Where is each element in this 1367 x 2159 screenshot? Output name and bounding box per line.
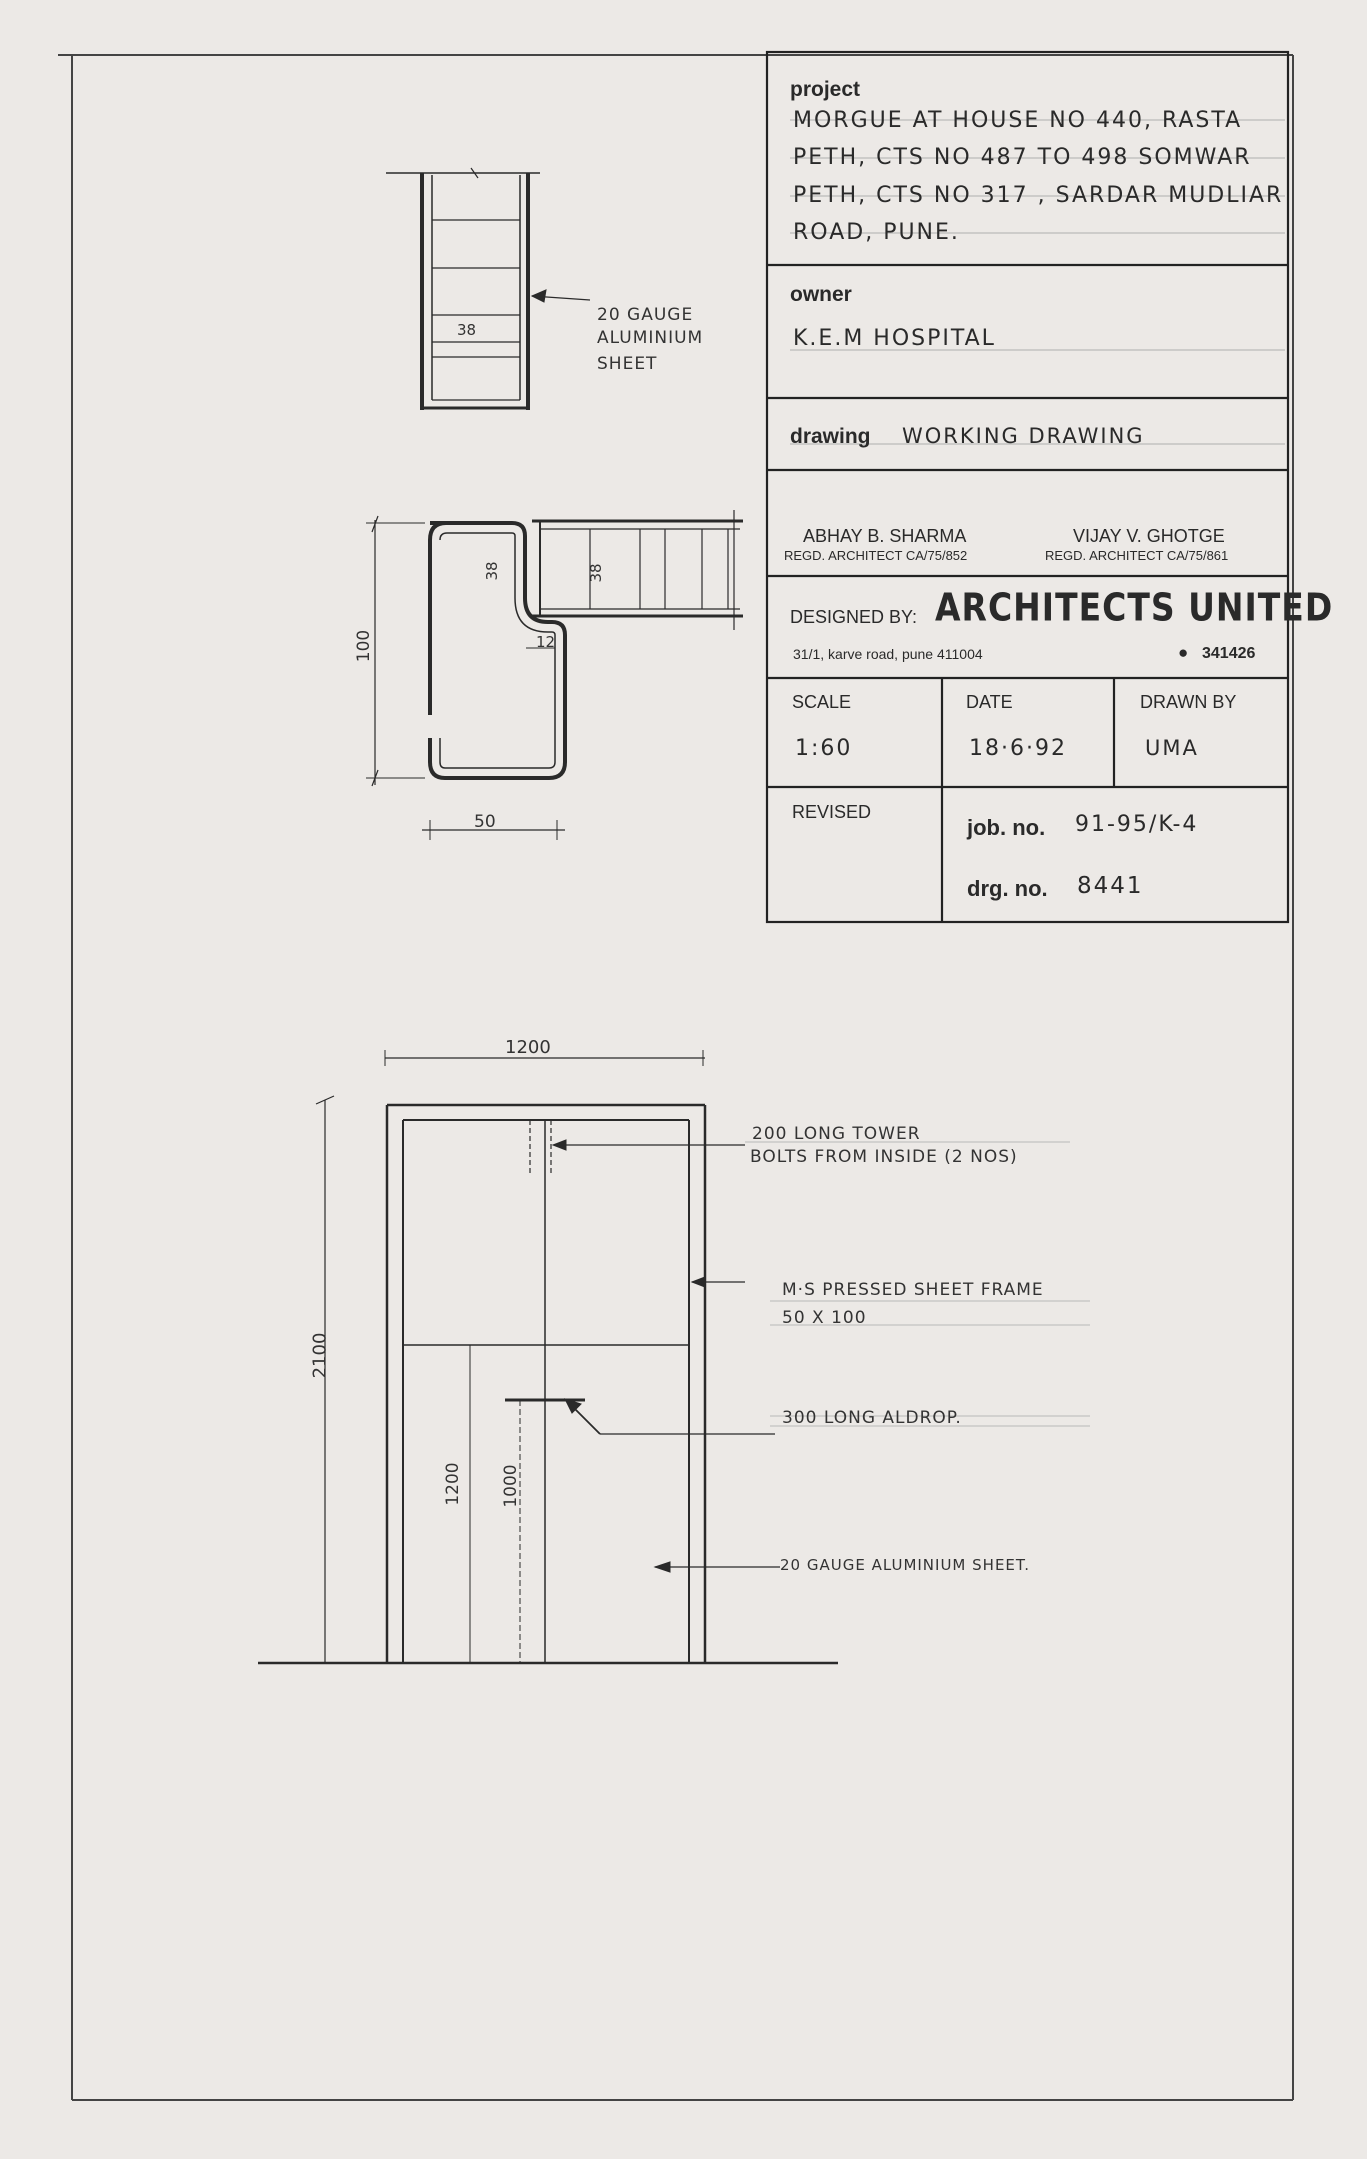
revised-label: REVISED [792,802,872,822]
scale-value: 1:60 [795,736,853,761]
project-line-3: PETH, CTS NO 317 , SARDAR MUDLIAR [793,183,1284,208]
firm-phone: 341426 [1202,645,1256,662]
sheet-section-detail [386,168,590,410]
project-line-1: MORGUE AT HOUSE NO 440, RASTA [793,108,1243,133]
elevation-dim-1200: 1200 [443,1462,463,1506]
frame-detail [366,510,743,840]
note-frame-line-2: 50 X 100 [782,1308,867,1328]
phone-icon: ● [1178,643,1189,662]
drawing-value: WORKING DRAWING [902,424,1145,448]
note-aluminium-sheet: 20 GAUGE ALUMINIUM SHEET. [780,1556,1031,1574]
project-line-4: ROAD, PUNE. [793,220,960,245]
architect-1-name: ABHAY B. SHARMA [803,526,967,546]
elevation-dim-1000: 1000 [501,1464,521,1508]
firm-address: 31/1, karve road, pune 411004 [793,646,983,662]
elevation-dim-height: 2100 [309,1332,331,1379]
sheet-border [58,55,1293,2100]
job-no-label: job. no. [967,815,1046,840]
frame-dim-12: 12 [536,633,556,651]
architect-2-reg: REGD. ARCHITECT CA/75/861 [1045,548,1229,563]
frame-dim-width: 50 [474,812,496,832]
date-label: DATE [966,692,1013,712]
drawn-by-value: UMA [1145,736,1199,760]
project-label: project [790,78,861,101]
section-note-line-3: SHEET [597,354,658,374]
owner-label: owner [790,283,852,306]
date-value: 18·6·92 [969,736,1067,761]
note-aldrop: 300 LONG ALDROP. [782,1408,962,1428]
section-note-line-2: ALUMINIUM [597,328,704,348]
note-frame-line-1: M·S PRESSED SHEET FRAME [782,1280,1044,1300]
frame-dim-38-left: 38 [483,561,501,581]
architect-2-name: VIJAY V. GHOTGE [1073,526,1225,546]
frame-dim-height: 100 [354,629,374,663]
section-dim-38: 38 [457,321,477,339]
project-line-2: PETH, CTS NO 487 TO 498 SOMWAR [793,145,1252,170]
job-no-value: 91-95/K-4 [1075,812,1199,837]
note-bolts-line-2: BOLTS FROM INSIDE (2 NOS) [750,1147,1018,1167]
note-bolts-line-1: 200 LONG TOWER [752,1124,921,1144]
frame-dim-38-right: 38 [587,563,605,583]
architect-1-reg: REGD. ARCHITECT CA/75/852 [784,548,968,563]
elevation-dim-width: 1200 [505,1037,551,1058]
designed-by-label: DESIGNED BY: [790,607,918,627]
firm-name: ARCHITECTS UNITED [935,585,1334,630]
scale-label: SCALE [792,692,852,712]
drawing-label: drawing [790,425,871,448]
drg-no-label: drg. no. [967,876,1048,901]
owner-value: K.E.M HOSPITAL [793,326,996,351]
drg-no-value: 8441 [1077,873,1144,899]
section-note-line-1: 20 GAUGE [597,305,694,325]
drawn-by-label: DRAWN BY [1140,692,1237,712]
